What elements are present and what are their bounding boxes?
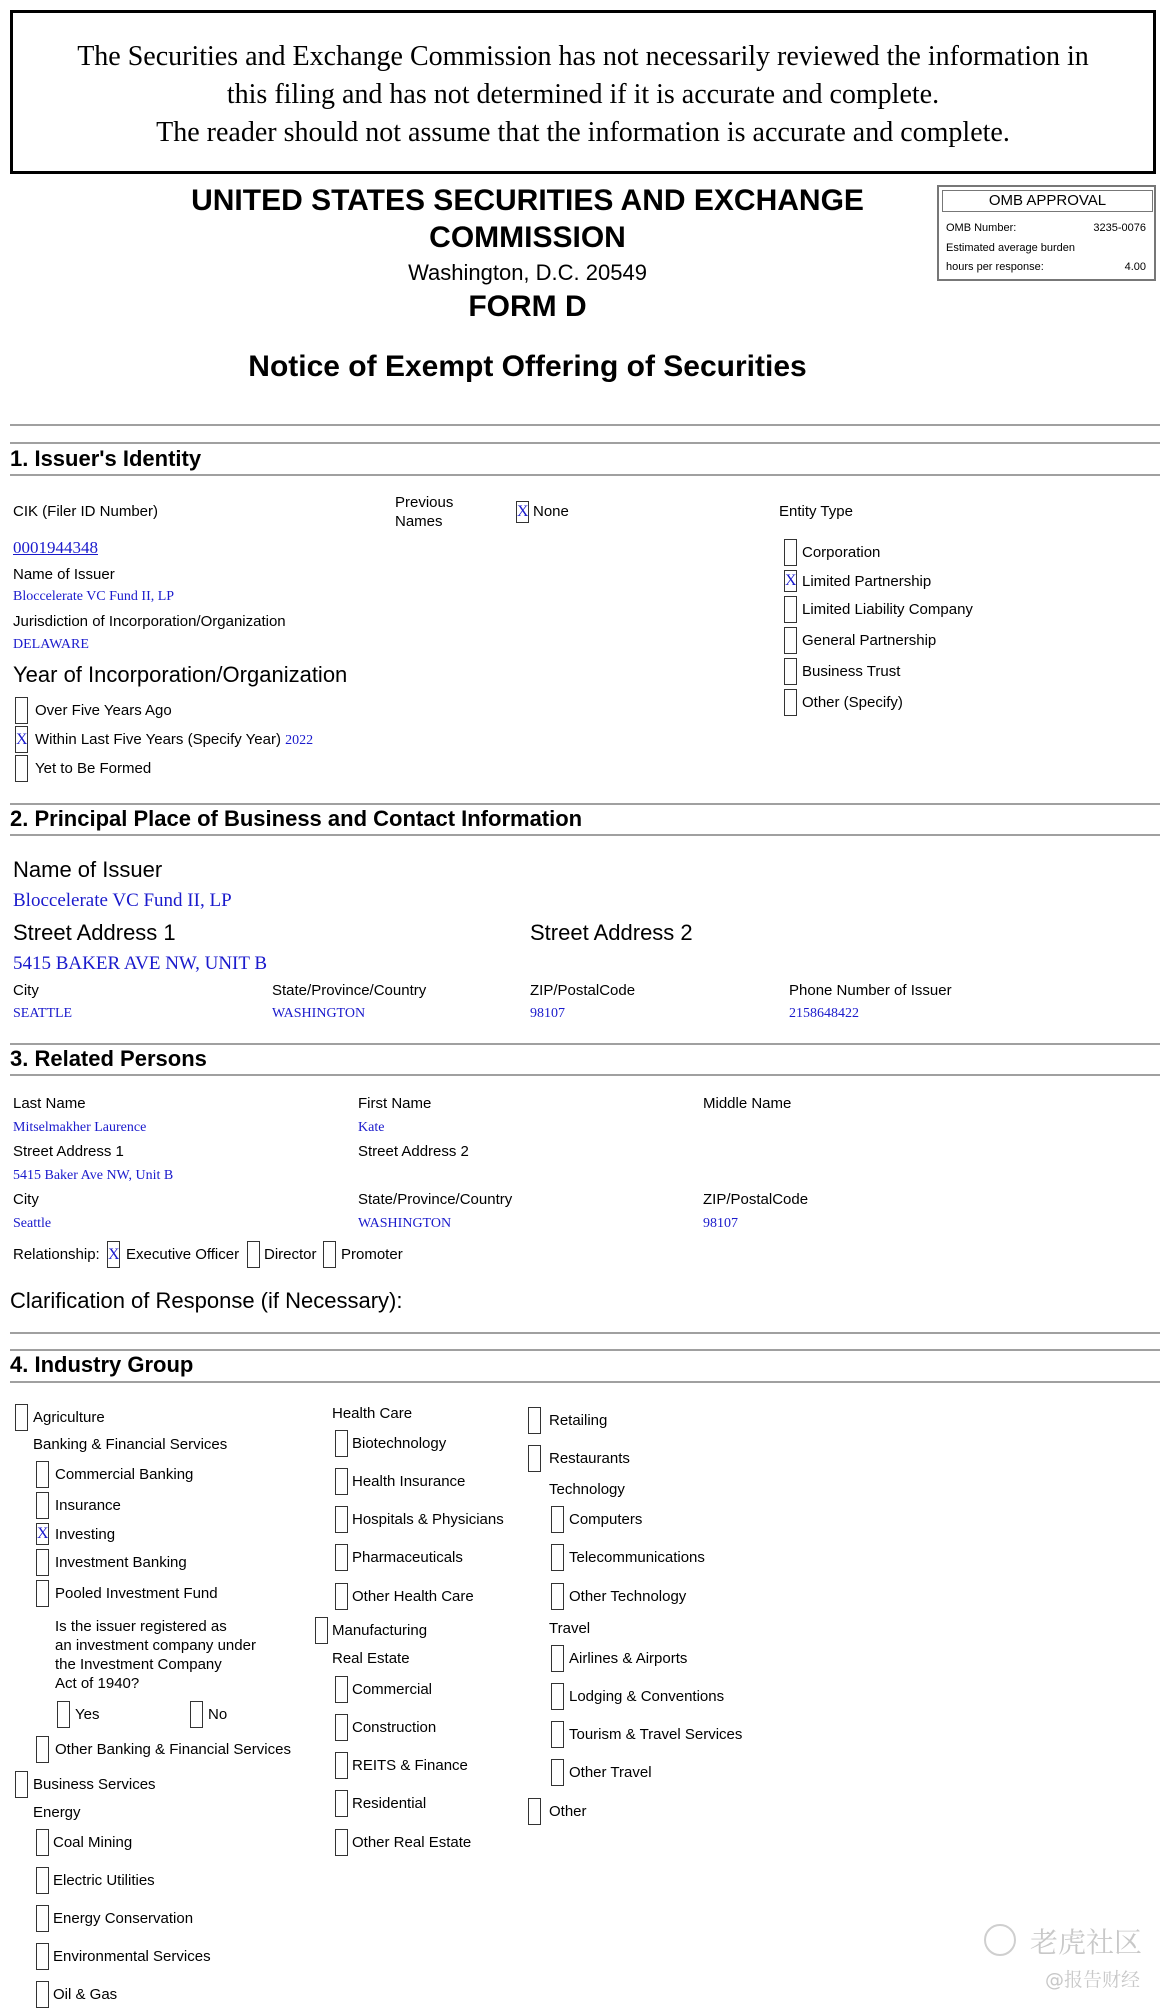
divider <box>10 474 1160 476</box>
yet-to-be-formed-label: Yet to Be Formed <box>35 760 152 777</box>
s3-city-value: Seattle <box>13 1216 52 1231</box>
tourism-travel-label: Tourism & Travel Services <box>569 1726 743 1743</box>
pooled-investment-fund-label: Pooled Investment Fund <box>55 1585 218 1602</box>
agency-address: Washington, D.C. 20549 <box>408 260 647 285</box>
jurisdiction-value: DELAWARE <box>13 637 89 652</box>
health-care-heading: Health Care <box>332 1405 413 1422</box>
omb-hours-label: hours per response: <box>946 261 1044 273</box>
s3-middle-name-label: Middle Name <box>703 1095 792 1112</box>
checkbox-health-insurance[interactable] <box>335 1468 348 1495</box>
omb-burden-label: Estimated average burden <box>946 242 1076 254</box>
general-partnership-label: General Partnership <box>802 632 937 649</box>
form-title: FORM D <box>468 290 587 323</box>
checkbox-other[interactable] <box>528 1798 541 1825</box>
electric-utilities-label: Electric Utilities <box>53 1872 155 1889</box>
other-banking-label: Other Banking & Financial Services <box>55 1741 291 1758</box>
previous-names-label-1: Previous <box>395 494 454 511</box>
executive-officer-label: Executive Officer <box>126 1246 240 1263</box>
commercial-banking-label: Commercial Banking <box>55 1466 194 1483</box>
divider <box>10 1332 1160 1334</box>
agriculture-label: Agriculture <box>33 1409 105 1426</box>
checkbox-investing[interactable]: X <box>36 1523 49 1545</box>
business-services-label: Business Services <box>33 1776 156 1793</box>
checkbox-oil-gas[interactable] <box>36 1981 49 2008</box>
checkbox-executive-officer[interactable]: X <box>107 1241 120 1268</box>
checkbox-other-technology[interactable] <box>551 1583 564 1610</box>
checkbox-biotechnology[interactable] <box>335 1430 348 1457</box>
director-label: Director <box>264 1246 317 1263</box>
ica-question-1: Is the issuer registered as <box>55 1618 227 1635</box>
section-2-title: 2. Principal Place of Business and Contact Information <box>10 806 583 831</box>
omb-burden-row <box>946 242 1146 254</box>
checkbox-coal-mining[interactable] <box>36 1829 49 1856</box>
checkbox-other-banking[interactable] <box>36 1736 49 1763</box>
s2-street1-label: Street Address 1 <box>13 920 176 945</box>
technology-heading: Technology <box>549 1481 625 1498</box>
checkbox-airlines-airports[interactable] <box>551 1645 564 1672</box>
checkbox-reits-finance[interactable] <box>335 1752 348 1779</box>
ica-question-4: Act of 1940? <box>55 1675 140 1692</box>
s3-last-name-label: Last Name <box>13 1095 86 1112</box>
commercial-label: Commercial <box>352 1681 433 1698</box>
checkbox-commercial-banking[interactable] <box>36 1461 49 1488</box>
s3-first-name-value: Kate <box>358 1120 385 1135</box>
manufacturing-label: Manufacturing <box>332 1622 428 1639</box>
checkbox-previous-names-none[interactable]: X <box>516 501 529 523</box>
checkbox-tourism-travel[interactable] <box>551 1721 564 1748</box>
pharmaceuticals-label: Pharmaceuticals <box>352 1549 463 1566</box>
s2-zip-label: ZIP/PostalCode <box>530 982 636 999</box>
restaurants-label: Restaurants <box>549 1450 630 1467</box>
divider <box>10 442 1160 444</box>
investing-label: Investing <box>55 1526 116 1543</box>
jurisdiction-label: Jurisdiction of Incorporation/Organization <box>13 613 286 630</box>
investment-banking-label: Investment Banking <box>55 1554 187 1571</box>
other-label: Other <box>549 1803 587 1820</box>
s3-state-label: State/Province/Country <box>358 1191 513 1208</box>
divider <box>10 1381 1160 1383</box>
checkbox-other-specify[interactable] <box>784 689 797 716</box>
oil-gas-label: Oil & Gas <box>53 1986 118 2003</box>
s2-issuer-name-label: Name of Issuer <box>13 857 163 882</box>
divider <box>10 1349 1160 1351</box>
watermark-logo-icon <box>984 1924 1016 1956</box>
s2-phone-label: Phone Number of Issuer <box>789 982 952 999</box>
s2-phone-value: 2158648422 <box>789 1006 859 1021</box>
divider <box>10 1074 1160 1076</box>
real-estate-heading: Real Estate <box>332 1650 410 1667</box>
s2-city-value: SEATTLE <box>13 1006 73 1021</box>
ica-yes-label: Yes <box>75 1706 100 1723</box>
checkbox-other-health-care[interactable] <box>335 1583 348 1610</box>
s2-city-label: City <box>13 982 39 999</box>
banking-heading: Banking & Financial Services <box>33 1436 228 1453</box>
s3-zip-value: 98107 <box>703 1216 738 1231</box>
ica-no-label: No <box>208 1706 228 1723</box>
other-real-estate-label: Other Real Estate <box>352 1834 472 1851</box>
checkbox-agriculture[interactable] <box>15 1404 28 1431</box>
notice-title: Notice of Exempt Offering of Securities <box>248 350 807 383</box>
issuer-name-value: Bloccelerate VC Fund II, LP <box>13 589 175 604</box>
s3-zip-label: ZIP/PostalCode <box>703 1191 809 1208</box>
relationship-label: Relationship: <box>13 1246 100 1263</box>
disclaimer-box <box>10 10 1156 174</box>
checkbox-director[interactable] <box>247 1241 260 1268</box>
omb-hours-row <box>946 261 1146 273</box>
coal-mining-label: Coal Mining <box>53 1834 133 1851</box>
omb-number-value: 3235-0076 <box>1093 222 1146 234</box>
checkbox-pooled-investment-fund[interactable] <box>36 1580 49 1607</box>
watermark-line-1: 老虎社区 <box>1030 1926 1143 1959</box>
within-five-years-label <box>35 731 313 749</box>
residential-label: Residential <box>352 1795 427 1812</box>
llc-label: Limited Liability Company <box>802 601 973 618</box>
corporation-label: Corporation <box>802 544 881 561</box>
s3-street1-value: 5415 Baker Ave NW, Unit B <box>13 1168 174 1183</box>
omb-number-row <box>946 222 1146 234</box>
checkbox-limited-partnership[interactable]: X <box>784 570 797 592</box>
checkbox-electric-utilities[interactable] <box>36 1867 49 1894</box>
section-1-title: 1. Issuer's Identity <box>10 446 202 471</box>
checkbox-business-services[interactable] <box>15 1771 28 1798</box>
checkbox-telecommunications[interactable] <box>551 1544 564 1571</box>
s3-street1-label: Street Address 1 <box>13 1143 124 1160</box>
limited-partnership-label: Limited Partnership <box>802 573 932 590</box>
over-five-years-label: Over Five Years Ago <box>35 702 172 719</box>
health-insurance-label: Health Insurance <box>352 1473 466 1490</box>
checkbox-corporation[interactable] <box>784 539 797 566</box>
agency-title-line-1: UNITED STATES SECURITIES AND EXCHANGE <box>191 184 864 217</box>
watermark-line-2: @报告财经 <box>1045 1969 1141 1991</box>
omb-title: OMB APPROVAL <box>942 190 1153 212</box>
section-3-title: 3. Related Persons <box>10 1046 207 1071</box>
ica-question-2: an investment company under <box>55 1637 256 1654</box>
s2-zip-value: 98107 <box>530 1006 565 1021</box>
checkbox-lodging-conventions[interactable] <box>551 1683 564 1710</box>
disclaimer-line-3: The reader should not assume that the information is accurate and complete. <box>156 117 1010 148</box>
checkbox-construction[interactable] <box>335 1714 348 1741</box>
s2-state-value: WASHINGTON <box>272 1006 366 1021</box>
previous-names-label-2: Names <box>395 513 443 530</box>
year-heading: Year of Incorporation/Organization <box>13 662 348 687</box>
s3-state-value: WASHINGTON <box>358 1216 452 1231</box>
checkbox-commercial[interactable] <box>335 1676 348 1703</box>
checkbox-insurance[interactable] <box>36 1492 49 1519</box>
other-health-care-label: Other Health Care <box>352 1588 474 1605</box>
checkbox-pharmaceuticals[interactable] <box>335 1544 348 1571</box>
environmental-services-label: Environmental Services <box>53 1948 211 1965</box>
other-specify-label: Other (Specify) <box>802 694 903 711</box>
year-value: 2022 <box>285 733 314 748</box>
airlines-airports-label: Airlines & Airports <box>569 1650 688 1667</box>
disclaimer-line-2: this filing and has not determined if it is accurate and complete. <box>226 79 940 110</box>
business-trust-label: Business Trust <box>802 663 901 680</box>
s3-city-label: City <box>13 1191 39 1208</box>
reits-finance-label: REITS & Finance <box>352 1757 468 1774</box>
disclaimer-line-1: The Securities and Exchange Commission has not necessarily reviewed the information in <box>77 41 1089 72</box>
s3-street2-label: Street Address 2 <box>358 1143 469 1160</box>
ica-question-3: the Investment Company <box>55 1656 222 1673</box>
hospitals-physicians-label: Hospitals & Physicians <box>352 1511 504 1528</box>
cik-label: CIK (Filer ID Number) <box>13 503 159 520</box>
checkbox-ica-yes[interactable] <box>57 1701 70 1728</box>
energy-conservation-label: Energy Conservation <box>53 1910 194 1927</box>
s2-issuer-name-value: Bloccelerate VC Fund II, LP <box>13 890 232 911</box>
divider <box>10 1043 1160 1045</box>
checkbox-over-five-years[interactable] <box>15 697 28 724</box>
checkbox-energy-conservation[interactable] <box>36 1905 49 1932</box>
retailing-label: Retailing <box>549 1412 608 1429</box>
s2-street1-value: 5415 BAKER AVE NW, UNIT B <box>13 953 268 974</box>
s2-street2-label: Street Address 2 <box>530 920 693 945</box>
s3-last-name-value: Mitselmakher Laurence <box>13 1120 147 1135</box>
telecommunications-label: Telecommunications <box>569 1549 705 1566</box>
checkbox-promoter[interactable] <box>323 1241 336 1268</box>
s3-first-name-label: First Name <box>358 1095 432 1112</box>
checkbox-environmental-services[interactable] <box>36 1943 49 1970</box>
s2-state-label: State/Province/Country <box>272 982 427 999</box>
checkbox-ica-no[interactable] <box>190 1701 203 1728</box>
computers-label: Computers <box>569 1511 643 1528</box>
other-travel-label: Other Travel <box>569 1764 652 1781</box>
lodging-conventions-label: Lodging & Conventions <box>569 1688 725 1705</box>
checkbox-manufacturing[interactable] <box>315 1617 328 1644</box>
other-technology-label: Other Technology <box>569 1588 687 1605</box>
checkbox-computers[interactable] <box>551 1506 564 1533</box>
none-label: None <box>533 503 569 520</box>
clarification-label: Clarification of Response (if Necessary): <box>10 1288 403 1313</box>
divider <box>10 803 1160 805</box>
checkbox-restaurants[interactable] <box>528 1445 541 1472</box>
divider <box>10 834 1160 836</box>
energy-heading: Energy <box>33 1804 81 1821</box>
omb-hours-value: 4.00 <box>1124 261 1146 273</box>
checkbox-other-travel[interactable] <box>551 1759 564 1786</box>
checkbox-general-partnership[interactable] <box>784 627 797 654</box>
cik-link[interactable]: 0001944348 <box>13 538 98 557</box>
omb-number-label: OMB Number: <box>946 222 1017 234</box>
agency-title-line-2: COMMISSION <box>429 221 626 254</box>
entity-type-label: Entity Type <box>779 503 853 520</box>
biotechnology-label: Biotechnology <box>352 1435 447 1452</box>
checkbox-yet-to-be-formed[interactable] <box>15 755 28 782</box>
checkbox-retailing[interactable] <box>528 1407 541 1434</box>
within-five-years-text: Within Last Five Years (Specify Year) <box>35 731 281 748</box>
divider <box>10 424 1160 426</box>
checkbox-within-five-years[interactable]: X <box>15 726 28 753</box>
insurance-label: Insurance <box>55 1497 121 1514</box>
checkbox-hospitals-physicians[interactable] <box>335 1506 348 1533</box>
checkbox-other-real-estate[interactable] <box>335 1829 348 1856</box>
checkbox-investment-banking[interactable] <box>36 1549 49 1576</box>
issuer-name-label: Name of Issuer <box>13 566 115 583</box>
checkbox-residential[interactable] <box>335 1790 348 1817</box>
omb-approval-box <box>937 185 1156 281</box>
section-4-title: 4. Industry Group <box>10 1352 194 1377</box>
checkbox-business-trust[interactable] <box>784 658 797 685</box>
promoter-label: Promoter <box>341 1246 403 1263</box>
checkbox-llc[interactable] <box>784 596 797 623</box>
construction-label: Construction <box>352 1719 437 1736</box>
travel-heading: Travel <box>549 1620 591 1637</box>
